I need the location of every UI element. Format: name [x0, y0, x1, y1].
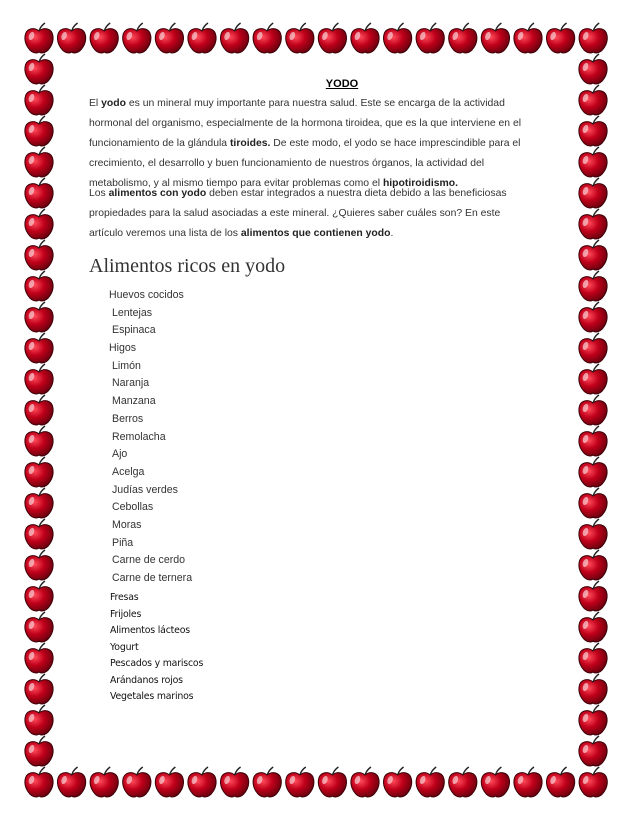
list-item: Vegetales marinos [110, 691, 194, 702]
red-apple-icon [416, 767, 444, 797]
text-run: . [390, 228, 394, 239]
red-apple-icon [253, 767, 281, 797]
list-item: Remolacha [112, 430, 166, 443]
list-item: Moras [112, 518, 142, 531]
red-apple-icon [481, 767, 509, 797]
red-apple-icon [25, 147, 53, 177]
red-apple-icon [25, 178, 53, 208]
red-apple-icon [286, 767, 314, 797]
red-apple-icon [90, 23, 118, 53]
list-item: Fresas [110, 592, 139, 603]
red-apple-icon [579, 302, 607, 332]
red-apple-icon [579, 705, 607, 735]
red-apple-icon [546, 23, 574, 53]
list-item: Pescados y mariscos [110, 658, 204, 669]
red-apple-icon [25, 581, 53, 611]
red-apple-icon [383, 767, 411, 797]
red-apple-icon [220, 767, 248, 797]
food-list-part2 [110, 590, 203, 706]
red-apple-icon [579, 736, 607, 766]
red-apple-icon [25, 54, 53, 84]
text-run: De este modo, el yodo se hace imprescindible para el [270, 138, 521, 149]
red-apple-icon [25, 519, 53, 549]
red-apple-icon [579, 519, 607, 549]
red-apple-icon [188, 767, 216, 797]
red-apple-icon [579, 178, 607, 208]
list-item: Espinaca [112, 324, 156, 337]
text-run: propiedades para la salud asociadas a este mineral. ¿Quieres saber cuáles son? En este [89, 208, 501, 219]
red-apple-icon [25, 395, 53, 425]
red-apple-icon [25, 302, 53, 332]
red-apple-icon [351, 23, 379, 53]
red-apple-icon [155, 23, 183, 53]
document-title: YODO [325, 78, 359, 90]
paragraph-line [89, 154, 484, 174]
paragraph-line [89, 94, 505, 114]
list-item: Naranja [112, 377, 150, 390]
list-item: Higos [109, 342, 137, 355]
list-item: Limón [112, 359, 141, 372]
red-apple-icon [123, 767, 151, 797]
red-apple-icon [25, 488, 53, 518]
list-item: Carne de cerdo [112, 554, 186, 567]
red-apple-icon [449, 23, 477, 53]
red-apple-icon [25, 271, 53, 301]
text-run: metabolismo, y al mismo tiempo para evitar problemas como el [89, 178, 383, 189]
red-apple-icon [579, 488, 607, 518]
paragraph-line [89, 134, 520, 154]
bold-text: hipotiroidismo. [382, 178, 458, 189]
list-item: Arándanos rojos [110, 674, 183, 686]
list-item: Cebollas [112, 501, 154, 514]
red-apple-icon [579, 23, 607, 53]
bold-text: alimentos que contienen yodo [240, 228, 391, 239]
list-item: Piña [112, 536, 134, 549]
bold-text: alimentos con yodo [108, 188, 207, 199]
red-apple-icon [579, 116, 607, 146]
list-item: Frijoles [110, 608, 142, 620]
red-apple-icon [90, 767, 118, 797]
paragraph-line [89, 204, 500, 224]
red-apple-icon [579, 147, 607, 177]
text-run: artículo veremos una lista de los [89, 228, 241, 239]
red-apple-icon [579, 240, 607, 270]
red-apple-icon [416, 23, 444, 53]
paragraph-line [89, 114, 521, 134]
list-item: Manzana [112, 395, 156, 408]
red-apple-icon [481, 23, 509, 53]
list-item: Alimentos lácteos [110, 625, 190, 636]
bold-text: tiroides. [229, 138, 271, 149]
red-apple-icon [579, 333, 607, 363]
red-apple-icon [25, 767, 53, 797]
red-apple-icon [25, 240, 53, 270]
red-apple-icon [25, 736, 53, 766]
red-apple-icon [351, 767, 379, 797]
red-apple-icon [123, 23, 151, 53]
red-apple-icon [579, 767, 607, 797]
red-apple-icon [579, 457, 607, 487]
text-run: hormonal del organismo, especialmente de la hormona tiroidea, que es la que interviene en el [89, 118, 522, 129]
red-apple-icon [514, 23, 542, 53]
red-apple-icon [188, 23, 216, 53]
text-run: es un mineral muy importante para nuestra salud. Este se encarga de la actividad [125, 98, 505, 109]
text-run: deben estar integrados a nuestra dieta debido a las beneficiosas [206, 188, 507, 199]
red-apple-icon [579, 54, 607, 84]
paragraph-line [89, 224, 393, 244]
red-apple-icon [25, 705, 53, 735]
red-apple-icon [579, 271, 607, 301]
list-item: Yogurt [110, 641, 139, 653]
red-apple-icon [57, 767, 85, 797]
text-run: El [89, 98, 102, 109]
red-apple-icon [57, 23, 85, 53]
red-apple-icon [25, 457, 53, 487]
red-apple-icon [579, 612, 607, 642]
list-item: Berros [112, 412, 144, 425]
red-apple-icon [579, 581, 607, 611]
red-apple-icon [25, 85, 53, 115]
red-apple-icon [253, 23, 281, 53]
red-apple-icon [579, 395, 607, 425]
list-item: Acelga [112, 465, 145, 478]
red-apple-icon [286, 23, 314, 53]
red-apple-icon [579, 426, 607, 456]
red-apple-icon [25, 23, 53, 53]
red-apple-icon [579, 364, 607, 394]
red-apple-icon [579, 209, 607, 239]
red-apple-icon [220, 23, 248, 53]
red-apple-icon [25, 674, 53, 704]
red-apple-icon [546, 767, 574, 797]
list-item: Ajo [112, 448, 128, 461]
red-apple-icon [514, 767, 542, 797]
red-apple-icon [25, 426, 53, 456]
red-apple-icon [25, 612, 53, 642]
text-run: crecimiento, el desarrollo y buen funcionamiento de nuestros órganos, la actividad del [89, 158, 485, 169]
red-apple-icon [25, 209, 53, 239]
red-apple-icon [449, 767, 477, 797]
bold-text: yodo [101, 98, 126, 109]
red-apple-icon [25, 364, 53, 394]
text-run: funcionamiento de la glándula [89, 138, 230, 149]
red-apple-icon [383, 23, 411, 53]
food-list-part1 [109, 287, 192, 588]
red-apple-icon [318, 767, 346, 797]
red-apple-icon [318, 23, 346, 53]
red-apple-icon [579, 674, 607, 704]
text-run: Los [89, 188, 109, 199]
list-item: Huevos cocidos [109, 289, 184, 301]
paragraph-line [89, 184, 507, 204]
red-apple-icon [579, 85, 607, 115]
red-apple-icon [25, 116, 53, 146]
list-item: Judías verdes [112, 483, 178, 496]
section-heading: Alimentos ricos en yodo [89, 255, 286, 277]
red-apple-icon [579, 550, 607, 580]
red-apple-icon [25, 550, 53, 580]
red-apple-icon [25, 643, 53, 673]
red-apple-icon [25, 333, 53, 363]
list-item: Lentejas [112, 306, 153, 319]
list-item: Carne de ternera [112, 572, 193, 584]
red-apple-icon [579, 643, 607, 673]
red-apple-icon [155, 767, 183, 797]
